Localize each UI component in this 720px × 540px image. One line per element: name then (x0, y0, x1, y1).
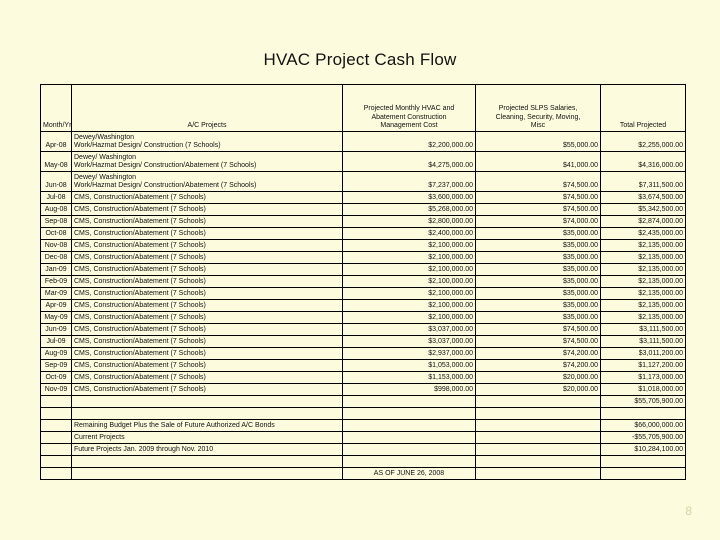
cell-month: Apr-09 (41, 300, 72, 312)
cell-project (72, 264, 343, 276)
cell-empty (343, 456, 476, 468)
cell-slps-cost: $74,500.00 (476, 336, 601, 348)
cell-month: Nov-09 (41, 384, 72, 396)
column-header-slps-line2: Cleaning, Security, Moving, (495, 113, 581, 121)
cell-hvac-cost: $2,100,000.00 (343, 288, 476, 300)
cell-project (72, 192, 343, 204)
cell-empty (41, 468, 72, 480)
cell-slps-cost: $74,000.00 (476, 216, 601, 228)
cell-hvac-cost: $1,053,000.00 (343, 360, 476, 372)
cell-total: $4,316,000.00 (601, 152, 686, 172)
cell-total: $2,435,000.00 (601, 228, 686, 240)
cell-hvac-cost: $3,600,000.00 (343, 192, 476, 204)
cell-total: $5,342,500.00 (601, 204, 686, 216)
cell-empty (343, 408, 476, 420)
cell-hvac-cost: $2,100,000.00 (343, 252, 476, 264)
cell-month: Aug-09 (41, 348, 72, 360)
table-row (41, 252, 686, 264)
cell-month: Jun-08 (41, 172, 72, 192)
cell-total: $7,311,500.00 (601, 172, 686, 192)
cell-hvac-cost: $2,100,000.00 (343, 312, 476, 324)
cell-project (72, 348, 343, 360)
cell-slps-cost: $41,000.00 (476, 152, 601, 172)
cell-month: Sep-08 (41, 216, 72, 228)
cell-empty (41, 420, 72, 432)
cell-empty (601, 456, 686, 468)
cell-slps-cost: $35,000.00 (476, 228, 601, 240)
cell-slps-cost: $74,500.00 (476, 204, 601, 216)
cell-empty (41, 444, 72, 456)
cell-slps-cost: $35,000.00 (476, 264, 601, 276)
cell-hvac-cost: $2,100,000.00 (343, 276, 476, 288)
table-row (41, 204, 686, 216)
summary-row (41, 444, 686, 456)
cell-month: Mar-09 (41, 288, 72, 300)
cell-hvac-cost: $998,000.00 (343, 384, 476, 396)
cell-empty (41, 456, 72, 468)
cell-total: $2,135,000.00 (601, 264, 686, 276)
table-row (41, 276, 686, 288)
header-row (41, 85, 686, 132)
column-header-hvac-line1: Projected Monthly HVAC and (363, 105, 455, 113)
cell-project-line2: CMS, Construction/Abatement (7 Schools) (74, 266, 206, 274)
cell-project-line2: CMS, Construction/Abatement (7 Schools) (74, 302, 206, 310)
cell-hvac-cost: $3,037,000.00 (343, 324, 476, 336)
cell-month: Jul-08 (41, 192, 72, 204)
cell-month: Oct-08 (41, 228, 72, 240)
cell-hvac-cost: $2,800,000.00 (343, 216, 476, 228)
cell-total: $3,111,500.00 (601, 324, 686, 336)
cell-project (72, 288, 343, 300)
cell-month: Sep-09 (41, 360, 72, 372)
column-header-hvac-cost (343, 85, 476, 132)
table-body (41, 132, 686, 480)
cell-project-line2: CMS, Construction/Abatement (7 Schools) (74, 242, 206, 250)
cell-project (72, 240, 343, 252)
cell-empty (72, 468, 343, 480)
cell-empty (72, 408, 343, 420)
cell-slps-cost: $20,000.00 (476, 384, 601, 396)
cell-project-line1: Dewey/ Washington (74, 153, 136, 161)
cell-project-line2: CMS, Construction/Abatement (7 Schools) (74, 314, 206, 322)
table-row (41, 264, 686, 276)
cell-empty (476, 432, 601, 444)
cell-project-line2: CMS, Construction/Abatement (7 Schools) (74, 350, 206, 358)
cell-project-line2: CMS, Construction/Abatement (7 Schools) (74, 338, 206, 346)
cell-grand-total: $55,705,900.00 (601, 396, 686, 408)
cell-total: $3,674,500.00 (601, 192, 686, 204)
cell-summary-label: Remaining Budget Plus the Sale of Future Authorized A/C Bonds (72, 420, 343, 432)
cell-project (72, 336, 343, 348)
cell-hvac-cost: $3,037,000.00 (343, 336, 476, 348)
cell-total: $2,255,000.00 (601, 132, 686, 152)
cash-flow-table-container (40, 84, 685, 480)
table-row (41, 132, 686, 152)
cell-project (72, 172, 343, 192)
cell-empty (41, 396, 72, 408)
cell-project (72, 228, 343, 240)
column-header-hvac-line2: Abatement Construction (371, 113, 447, 121)
cell-hvac-cost: $2,937,000.00 (343, 348, 476, 360)
table-row (41, 172, 686, 192)
cell-project (72, 384, 343, 396)
cell-empty (476, 444, 601, 456)
cell-total: $2,135,000.00 (601, 300, 686, 312)
cell-slps-cost: $55,000.00 (476, 132, 601, 152)
cell-empty (343, 432, 476, 444)
cell-hvac-cost: $7,237,000.00 (343, 172, 476, 192)
cell-total: $3,111,500.00 (601, 336, 686, 348)
cell-slps-cost: $35,000.00 (476, 300, 601, 312)
cell-slps-cost: $20,000.00 (476, 372, 601, 384)
spacer-row (41, 456, 686, 468)
cell-project (72, 360, 343, 372)
cell-project (72, 372, 343, 384)
cell-empty (476, 396, 601, 408)
cell-empty (476, 420, 601, 432)
cell-hvac-cost: $4,275,000.00 (343, 152, 476, 172)
cell-project-line2: Work/Hazmat Design/ Construction/Abatement (7 Schools) (74, 182, 257, 190)
cell-slps-cost: $74,200.00 (476, 360, 601, 372)
cell-month: Jun-09 (41, 324, 72, 336)
cell-project (72, 300, 343, 312)
cell-project (72, 276, 343, 288)
cell-hvac-cost: $2,200,000.00 (343, 132, 476, 152)
cell-hvac-cost: $2,100,000.00 (343, 240, 476, 252)
cell-empty (476, 468, 601, 480)
cell-slps-cost: $74,500.00 (476, 324, 601, 336)
cell-total: $2,135,000.00 (601, 240, 686, 252)
cell-project (72, 252, 343, 264)
cell-empty (343, 420, 476, 432)
cell-project-line2: Work/Hazmat Design/ Construction/Abatement (7 Schools) (74, 162, 257, 170)
cell-empty (476, 456, 601, 468)
cell-month: Apr-08 (41, 132, 72, 152)
cell-empty (343, 396, 476, 408)
table-row (41, 372, 686, 384)
summary-row (41, 420, 686, 432)
table-row (41, 192, 686, 204)
table-row (41, 384, 686, 396)
cell-summary-value: -$55,705,900.00 (601, 432, 686, 444)
column-header-total: Total Projected (601, 85, 686, 132)
cell-project (72, 204, 343, 216)
cell-month: Nov-08 (41, 240, 72, 252)
column-header-projects: A/C Projects (72, 85, 343, 132)
cell-project-line2: CMS, Construction/Abatement (7 Schools) (74, 218, 206, 226)
cell-slps-cost: $74,200.00 (476, 348, 601, 360)
cell-project-line2: CMS, Construction/Abatement (7 Schools) (74, 230, 206, 238)
cell-total: $1,018,000.00 (601, 384, 686, 396)
cell-slps-cost: $35,000.00 (476, 252, 601, 264)
cell-empty (476, 408, 601, 420)
column-header-hvac-line3: Management Cost (380, 122, 438, 130)
cell-project (72, 216, 343, 228)
cell-as-of-date: AS OF JUNE 26, 2008 (343, 468, 476, 480)
cell-slps-cost: $35,000.00 (476, 240, 601, 252)
cell-project (72, 152, 343, 172)
column-header-slps-cost (476, 85, 601, 132)
grand-total-row (41, 396, 686, 408)
cell-empty (343, 444, 476, 456)
cell-project-line1: Dewey/ Washington (74, 173, 136, 181)
table-row (41, 288, 686, 300)
cell-total: $2,135,000.00 (601, 276, 686, 288)
table-row (41, 152, 686, 172)
cell-hvac-cost: $1,153,000.00 (343, 372, 476, 384)
cell-month: Aug-08 (41, 204, 72, 216)
cell-hvac-cost: $5,268,000.00 (343, 204, 476, 216)
cell-hvac-cost: $2,100,000.00 (343, 300, 476, 312)
column-header-slps-line3: Misc (530, 122, 546, 130)
page-number: 8 (685, 504, 692, 518)
cell-project-line2: CMS, Construction/Abatement (7 Schools) (74, 206, 206, 214)
cell-total: $2,135,000.00 (601, 252, 686, 264)
cell-project-line2: CMS, Construction/Abatement (7 Schools) (74, 254, 206, 262)
cell-month: Feb-09 (41, 276, 72, 288)
table-row (41, 360, 686, 372)
table-row (41, 312, 686, 324)
cell-month: Jan-09 (41, 264, 72, 276)
table-row (41, 348, 686, 360)
page-title: HVAC Project Cash Flow (263, 50, 457, 69)
cell-month: Dec-08 (41, 252, 72, 264)
cell-project (72, 312, 343, 324)
cell-total: $1,127,200.00 (601, 360, 686, 372)
cell-total: $3,011,200.00 (601, 348, 686, 360)
cell-project-line2: CMS, Construction/Abatement (7 Schools) (74, 194, 206, 202)
table-row (41, 336, 686, 348)
cell-summary-value: $10,284,100.00 (601, 444, 686, 456)
cell-total: $2,135,000.00 (601, 312, 686, 324)
table-row (41, 228, 686, 240)
as-of-row (41, 468, 686, 480)
cell-project-line1: Dewey/Washington (74, 133, 135, 141)
cell-month: Jul-09 (41, 336, 72, 348)
table-header (41, 85, 686, 132)
table-row (41, 216, 686, 228)
cell-empty (41, 408, 72, 420)
summary-row (41, 432, 686, 444)
column-header-month: Month/Yr (41, 85, 72, 132)
cell-month: May-08 (41, 152, 72, 172)
cell-summary-label: Current Projects (72, 432, 343, 444)
cell-slps-cost: $74,500.00 (476, 192, 601, 204)
cell-project (72, 132, 343, 152)
cell-total: $2,135,000.00 (601, 288, 686, 300)
cell-total: $1,173,000.00 (601, 372, 686, 384)
cell-empty (601, 408, 686, 420)
cell-empty (72, 396, 343, 408)
cell-slps-cost: $35,000.00 (476, 312, 601, 324)
cell-project-line2: CMS, Construction/Abatement (7 Schools) (74, 326, 206, 334)
cell-project-line2: CMS, Construction/Abatement (7 Schools) (74, 290, 206, 298)
cell-project-line2: CMS, Construction/Abatement (7 Schools) (74, 278, 206, 286)
column-header-slps-line1: Projected SLPS Salaries, (498, 105, 578, 113)
cell-empty (72, 456, 343, 468)
cell-project-line2: CMS, Construction/Abatement (7 Schools) (74, 386, 206, 394)
cell-slps-cost: $35,000.00 (476, 276, 601, 288)
table-row (41, 300, 686, 312)
cell-hvac-cost: $2,400,000.00 (343, 228, 476, 240)
cell-project-line2: CMS, Construction/Abatement (7 Schools) (74, 362, 206, 370)
cell-summary-label: Future Projects Jan. 2009 through Nov. 2010 (72, 444, 343, 456)
cell-empty (601, 468, 686, 480)
cash-flow-table (40, 84, 686, 480)
cell-total: $2,874,000.00 (601, 216, 686, 228)
cell-project-line2: Work/Hazmat Design/ Construction (7 Schools) (74, 142, 221, 150)
cell-empty (41, 432, 72, 444)
cell-month: Oct-09 (41, 372, 72, 384)
cell-summary-value: $66,000,000.00 (601, 420, 686, 432)
cell-slps-cost: $74,500.00 (476, 172, 601, 192)
cell-project-line2: CMS, Construction/Abatement (7 Schools) (74, 374, 206, 382)
spacer-row (41, 408, 686, 420)
cell-month: May-09 (41, 312, 72, 324)
cell-hvac-cost: $2,100,000.00 (343, 264, 476, 276)
table-row (41, 240, 686, 252)
table-row (41, 324, 686, 336)
cell-project (72, 324, 343, 336)
cell-slps-cost: $35,000.00 (476, 288, 601, 300)
